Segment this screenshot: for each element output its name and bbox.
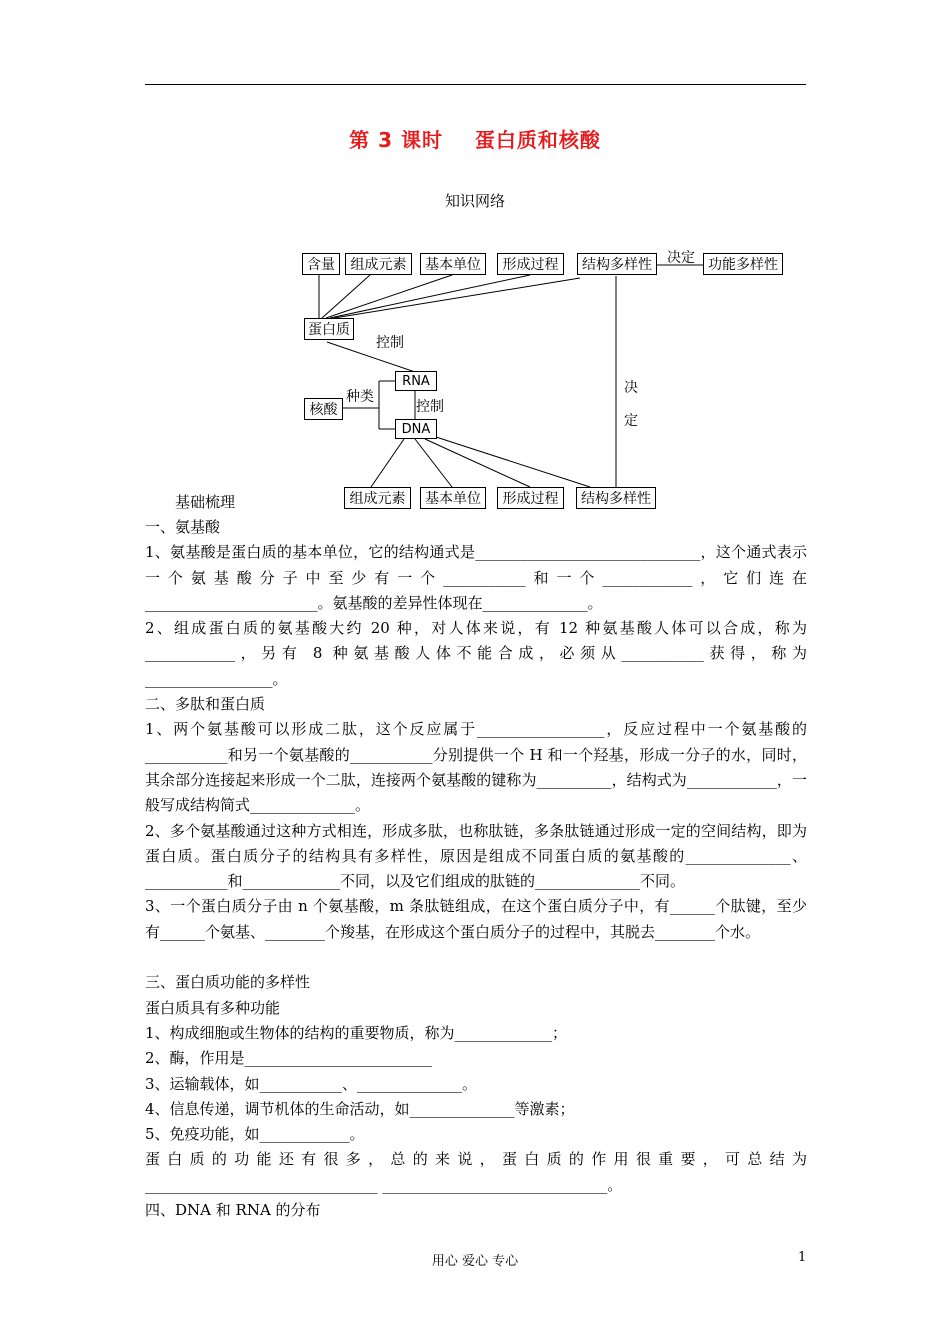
- section-heading-polypeptide: 二、多肽和蛋白质: [145, 695, 266, 714]
- paragraph-amino-acid-1: 1、氨基酸是蛋白质的基本单位，它的结构通式是______________________________，这个通式表示一个氨基酸分子中至少有一个___________和一个____________，它们连在_______________________。氨基酸的差异性体现在______________。: [145, 543, 807, 612]
- diagram-box-nucleic-acid: 核酸: [304, 398, 343, 420]
- diagram-vertical-label-2: 定: [624, 413, 638, 429]
- diagram-box-function-diversity: 功能多样性: [703, 253, 783, 275]
- basic-review-heading: 基础梳理: [175, 493, 236, 511]
- diagram-vertical-label-1: 决: [624, 380, 638, 396]
- blank-line: [145, 945, 807, 970]
- diagram-box-basic-unit-top: 基本单位: [420, 253, 486, 275]
- diagram-box-rna: RNA: [395, 371, 437, 391]
- page-title: 第 3 课时 蛋白质和核酸: [349, 128, 601, 152]
- section-heading-amino-acid: 一、氨基酸: [145, 518, 221, 536]
- paragraph-polypeptide-2: 2、多个氨基酸通过这种方式相连，形成多肽，也称肽链，多条肽链通过形成一定的空间结构，即为蛋白质。蛋白质分子的结构具有多样性，原因是组成不同蛋白质的氨基酸的______________、___________和_____________不同，以及它们组成的肽链的______________不同。: [145, 821, 807, 891]
- paragraph-amino-acid-2: 2、组成蛋白质的氨基酸大约 20 种，对人体来说，有 12 种氨基酸人体可以合成，称为____________，另有 8 种氨基酸人体不能合成，必须从___________获得，称为_________________。: [145, 619, 807, 688]
- paragraph-polypeptide-1: 1、两个氨基酸可以形成二肽，这个反应属于_________________，反应过程中一个氨基酸的___________和另一个氨基酸的___________分别提供一个 H 和一个羟基，形成一分子的水，同时，其余部分连接起来形成一个二肽，连接两个氨基酸的键称为__________，结构式为____________，一般写成结构简式______________。: [145, 720, 807, 815]
- paragraph-polypeptide-3: 3、一个蛋白质分子由 n 个氨基酸，m 条肽链组成，在这个蛋白质分子中，有______个肽键，至少有______个氨基、________个羧基，在形成这个蛋白质分子的过程中，其脱去________个水。: [145, 897, 807, 941]
- diagram-box-formation-top: 形成过程: [497, 253, 564, 275]
- section-heading-dna-rna: 四、DNA 和 RNA 的分布: [145, 1201, 321, 1220]
- page-number: 1: [798, 1250, 807, 1265]
- function-item-3: 3、运输载体，如___________、______________。: [145, 1074, 478, 1093]
- function-item-4: 4、信息传递，调节机体的生命活动，如______________等激素；: [145, 1099, 575, 1118]
- function-item-2: 2、酶，作用是_________________________: [145, 1049, 433, 1068]
- function-item-1: 1、构成细胞或生物体的结构的重要物质，称为_____________；: [145, 1023, 568, 1042]
- diagram-label-control-1: 控制: [376, 335, 404, 351]
- diagram-box-protein: 蛋白质: [304, 318, 354, 340]
- diagram-box-content: 含量: [302, 253, 340, 275]
- diagram-box-structure-diversity-top: 结构多样性: [577, 253, 657, 275]
- function-item-5: 5、免疫功能，如____________。: [145, 1125, 365, 1144]
- diagram-box-structure-diversity-bottom: 结构多样性: [576, 487, 656, 509]
- section-heading-function: 三、蛋白质功能的多样性: [145, 973, 311, 992]
- diagram-box-dna: DNA: [395, 419, 437, 439]
- diagram-box-formation-bottom: 形成过程: [497, 487, 564, 509]
- diagram-box-elements-bottom: 组成元素: [344, 487, 411, 509]
- diagram-label-control-2: 控制: [416, 399, 444, 415]
- page-footer: 用心 爱心 专心: [431, 1254, 519, 1269]
- diagram-label-determine: 决定: [667, 250, 695, 266]
- worksheet-body: [145, 515, 807, 1223]
- section-subtitle: 知识网络: [444, 192, 505, 210]
- diagram-label-kind: 种类: [346, 389, 374, 405]
- function-summary: 蛋白质的功能还有很多，总的来说，蛋白质的作用很重要，可总结为_______________________________ ______________________________。: [145, 1150, 807, 1194]
- diagram-box-basic-unit-bottom: 基本单位: [420, 487, 486, 509]
- diagram-box-elements-top: 组成元素: [345, 253, 412, 275]
- function-intro: 蛋白质具有多种功能: [145, 998, 281, 1017]
